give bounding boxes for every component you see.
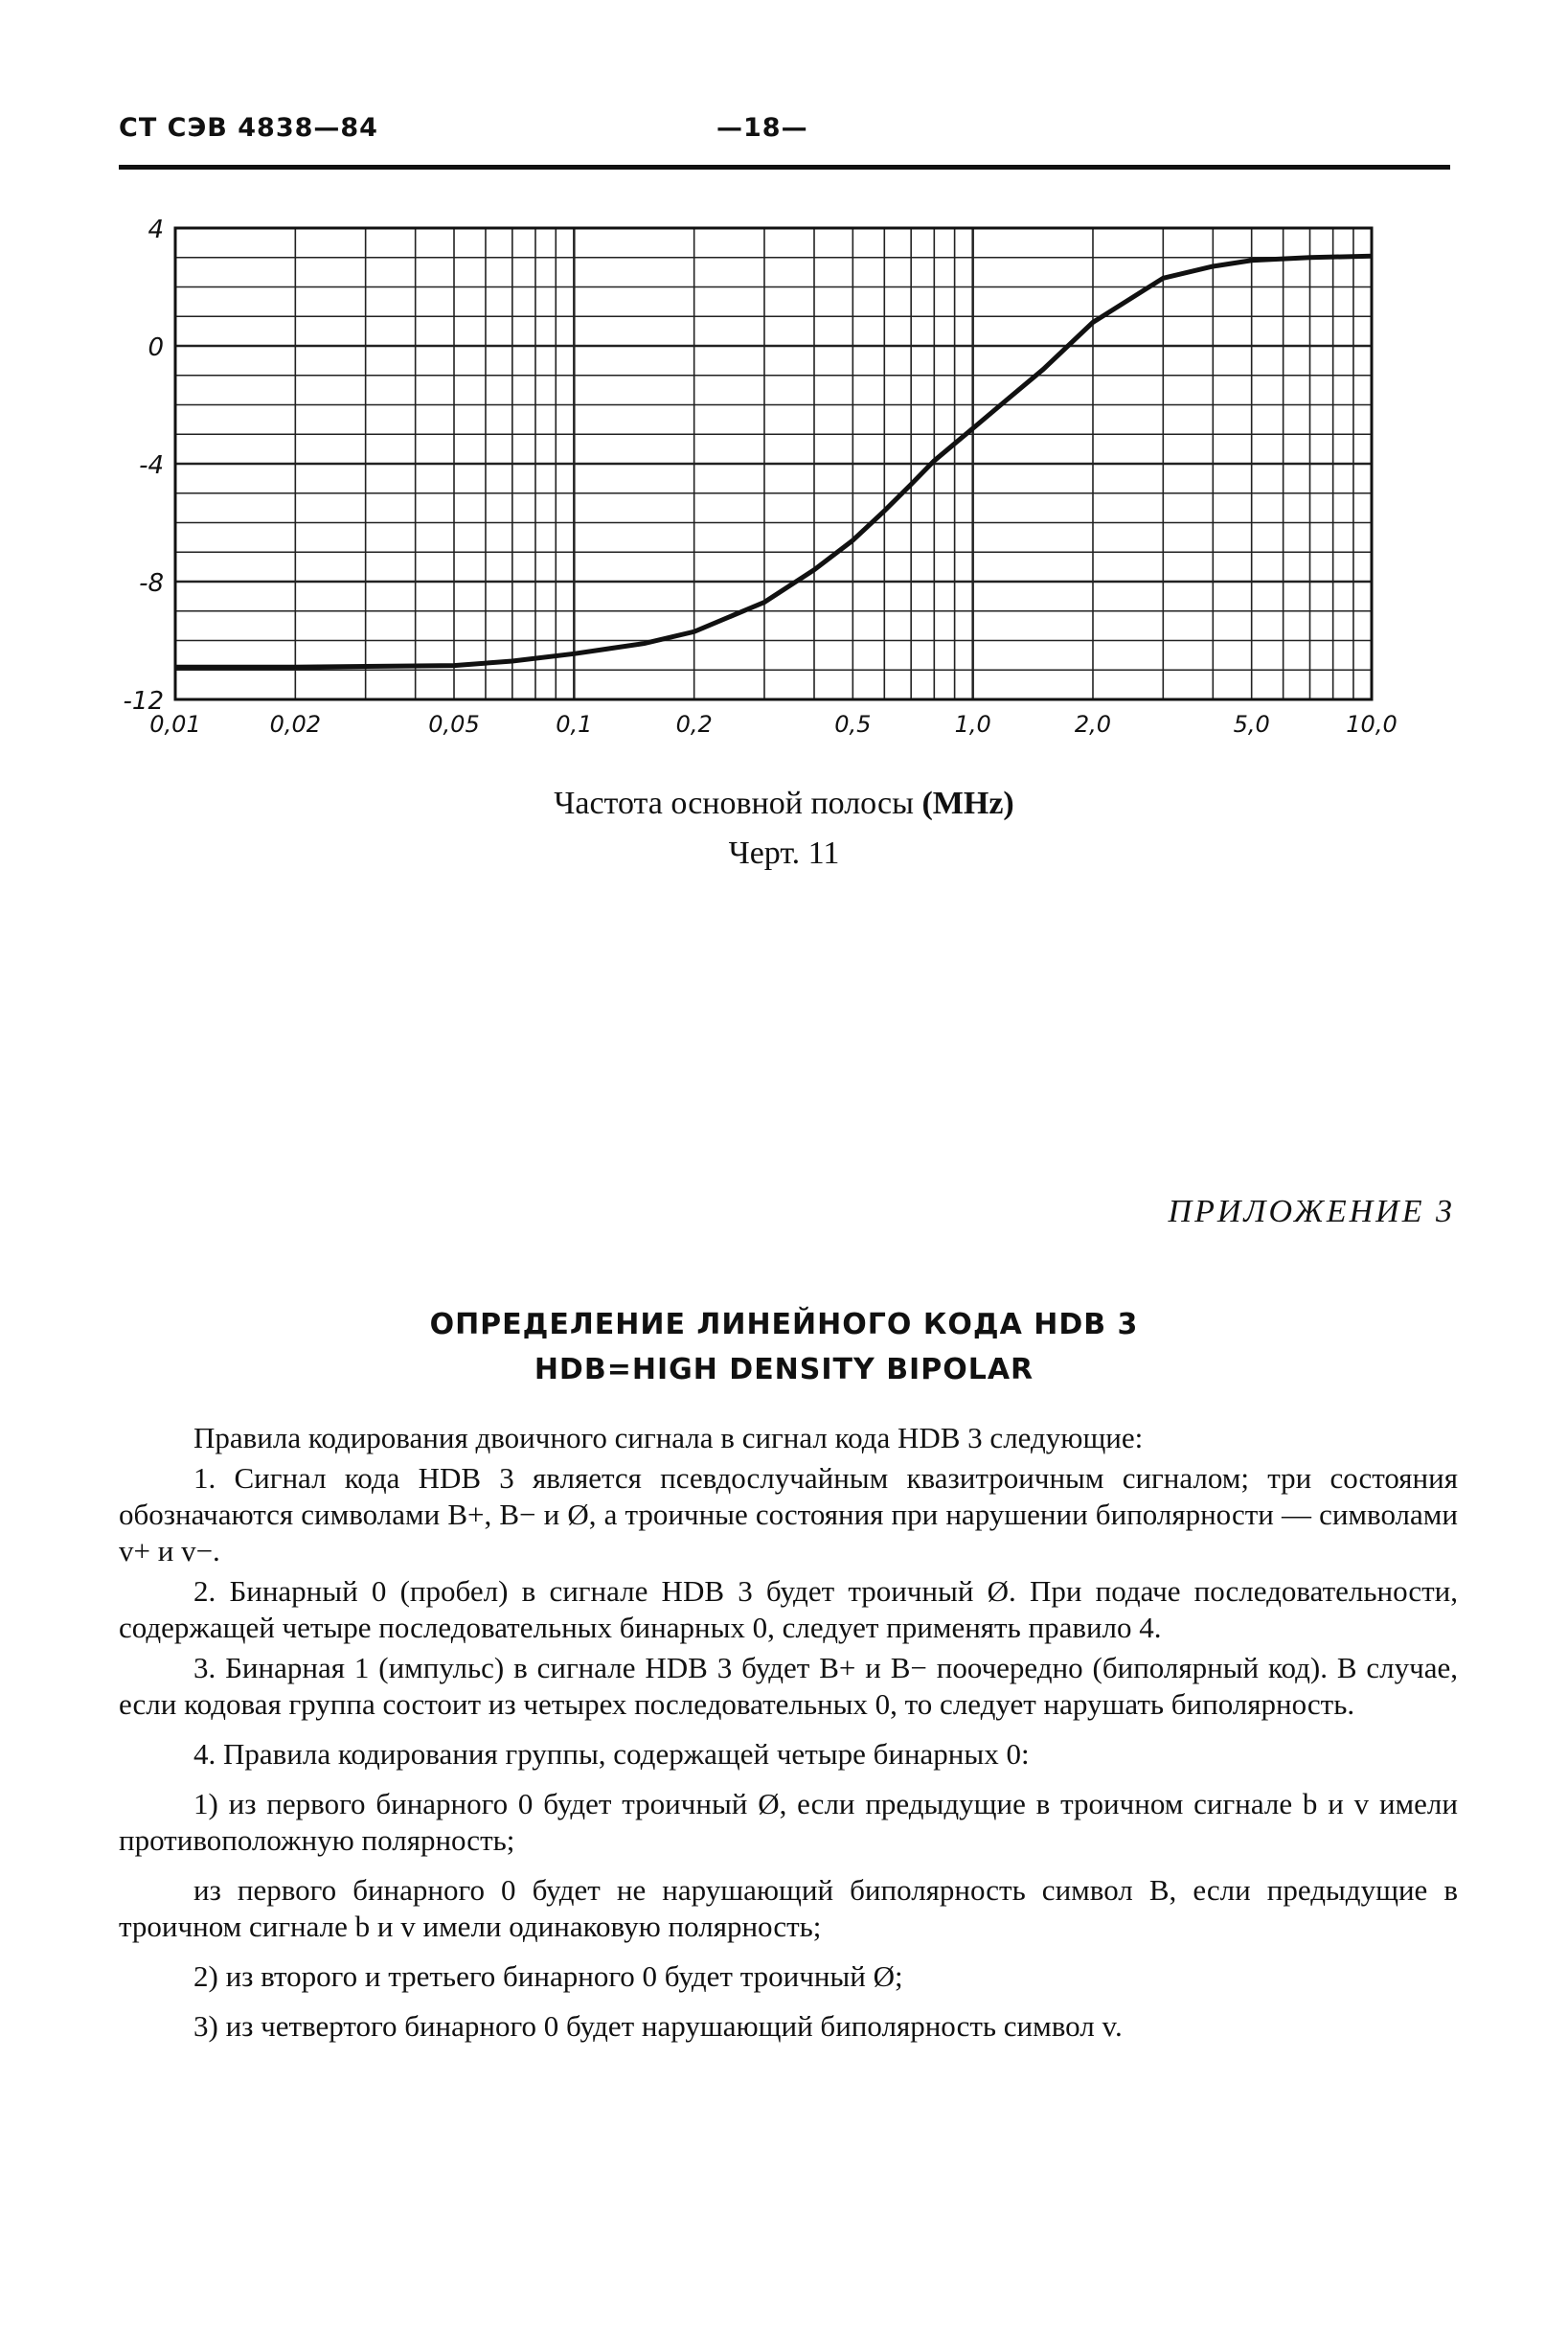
x-tick-label: 0,2: [675, 711, 713, 738]
paragraph-rule-4-1b: из первого бинарного 0 будет не нарушающий биполярность символ B, если предыдущие в троичном сигнале b и v имели одинаковую полярность;: [119, 1873, 1458, 1943]
paragraph-rule-1: 1. Сигнал кода HDB 3 является псевдослучайным квазитроичным сигналом; три состояния обозначаются символами B+, B− и Ø, а троичные состояния при нарушении биполярности — символами v+ и v−.: [119, 1461, 1458, 1567]
x-tick-label: 0,5: [834, 711, 872, 738]
y-tick-labels: [124, 216, 164, 716]
paragraph-rule-4-2: 2) из второго и третьего бинарного 0 будет троичный Ø;: [193, 1959, 903, 1993]
y-tick-label: 0: [148, 333, 164, 362]
series-line-curve: [175, 256, 1372, 667]
section-subtitle: HDB=HIGH DENSITY BIPOLAR: [534, 1353, 1034, 1386]
page-number: —18—: [716, 113, 808, 143]
chart-grid: [175, 228, 1372, 699]
paragraph-rule-4: 4. Правила кодирования группы, содержащей четыре бинарных 0:: [193, 1737, 1030, 1771]
y-tick-label: -4: [139, 451, 164, 480]
body-text: [119, 1420, 1458, 2048]
standard-designation: СТ СЭВ 4838—84: [119, 113, 378, 143]
x-tick-label: 0,1: [556, 711, 593, 738]
chart-caption-axis: [0, 786, 1568, 822]
x-tick-label: 1,0: [954, 711, 991, 738]
paragraph-rule-4-3: 3) из четвертого бинарного 0 будет нарушающий биполярность символ v.: [193, 2009, 1123, 2043]
x-tick-label: 0,05: [428, 711, 480, 738]
x-tick-label: 5,0: [1233, 711, 1270, 738]
x-tick-label: 2,0: [1074, 711, 1112, 738]
frequency-response-chart: [0, 0, 1568, 767]
caption-text: Частота основной полосы: [554, 786, 922, 821]
paragraph-intro: Правила кодирования двоичного сигнала в сигнал кода HDB 3 следующие:: [193, 1421, 1144, 1454]
y-tick-label: -8: [139, 569, 164, 598]
y-tick-label: -12: [123, 687, 164, 716]
paragraph-rule-3: 3. Бинарная 1 (импульс) в сигнале HDB 3 будет B+ и B− поочередно (биполярный код). В случае, если кодовая группа состоит из четырех последовательных 0, то следует нарушать биполярность.: [119, 1651, 1458, 1721]
x-tick-label: 10,0: [1346, 711, 1398, 738]
x-tick-label: 0,02: [269, 711, 322, 738]
section-title: ОПРЕДЕЛЕНИЕ ЛИНЕЙНОГО КОДА HDB 3: [429, 1308, 1139, 1341]
paragraph-rule-4-1: 1) из первого бинарного 0 будет троичный Ø, если предыдущие в троичном сигнале b и v имели противоположную полярность;: [119, 1787, 1458, 1857]
caption-unit: (MHz): [921, 786, 1014, 821]
paragraph-rule-2: 2. Бинарный 0 (пробел) в сигнале HDB 3 будет троичный Ø. При подаче последовательности, содержащей четыре последовательных бинарных 0, следует применять правило 4.: [119, 1574, 1458, 1644]
x-tick-label: 0,01: [149, 711, 201, 738]
figure-number: Черт. 11: [728, 835, 840, 871]
y-tick-label: 4: [148, 216, 164, 244]
appendix-label: ПРИЛОЖЕНИЕ 3: [1168, 1194, 1455, 1229]
x-tick-labels: [149, 711, 1397, 738]
